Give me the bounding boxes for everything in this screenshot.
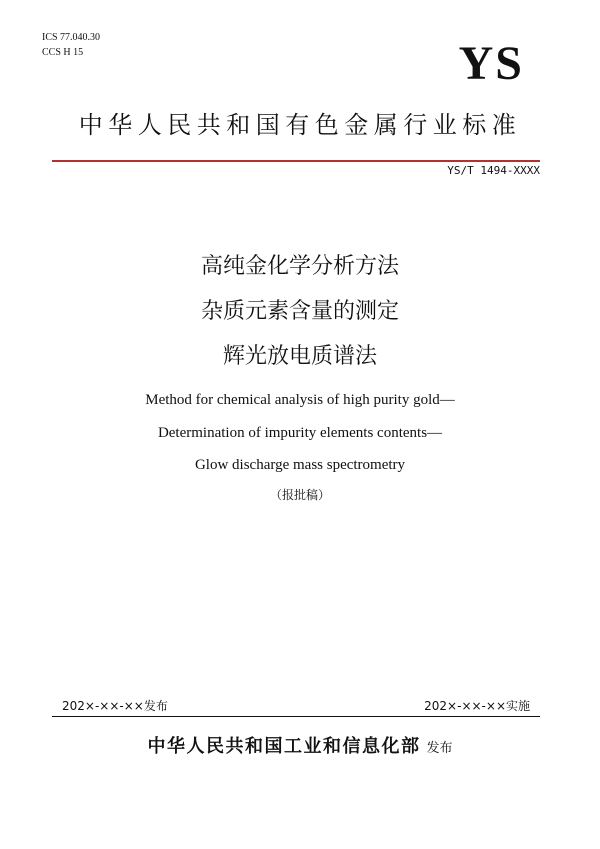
header-divider <box>52 160 540 162</box>
document-title-cn-line-3: 辉光放电质谱法 <box>222 344 377 369</box>
implementation-date: 202×-××-××实施 <box>424 699 530 713</box>
standard-number: YS/T 1494-XXXX <box>447 164 540 177</box>
classification-codes <box>42 30 100 60</box>
standard-category-title: 中华人民共和国有色金属行业标准 <box>78 111 522 139</box>
issuing-authority <box>0 732 600 758</box>
document-title-en-line-1: Method for chemical analysis of high purity gold— <box>145 392 455 408</box>
draft-status: （报批稿） <box>269 488 330 502</box>
document-title-en-line-2: Determination of impurity elements contents— <box>157 425 443 441</box>
ccs-code: CCS H 15 <box>42 47 84 58</box>
ics-code: ICS 77.040.30 <box>42 32 101 43</box>
issuer-name: 中华人民共和国工业和信息化部 <box>147 736 421 757</box>
document-title-cn-line-2: 杂质元素含量的测定 <box>200 299 399 324</box>
document-title-cn-line-1: 高纯金化学分析方法 <box>200 254 399 279</box>
publish-date: 202×-××-××发布 <box>62 699 168 713</box>
issuer-suffix: 发布 <box>426 741 453 756</box>
footer-divider <box>52 716 540 717</box>
standard-logo: YS <box>458 37 524 90</box>
document-title-en-line-3: Glow discharge mass spectrometry <box>194 457 406 473</box>
